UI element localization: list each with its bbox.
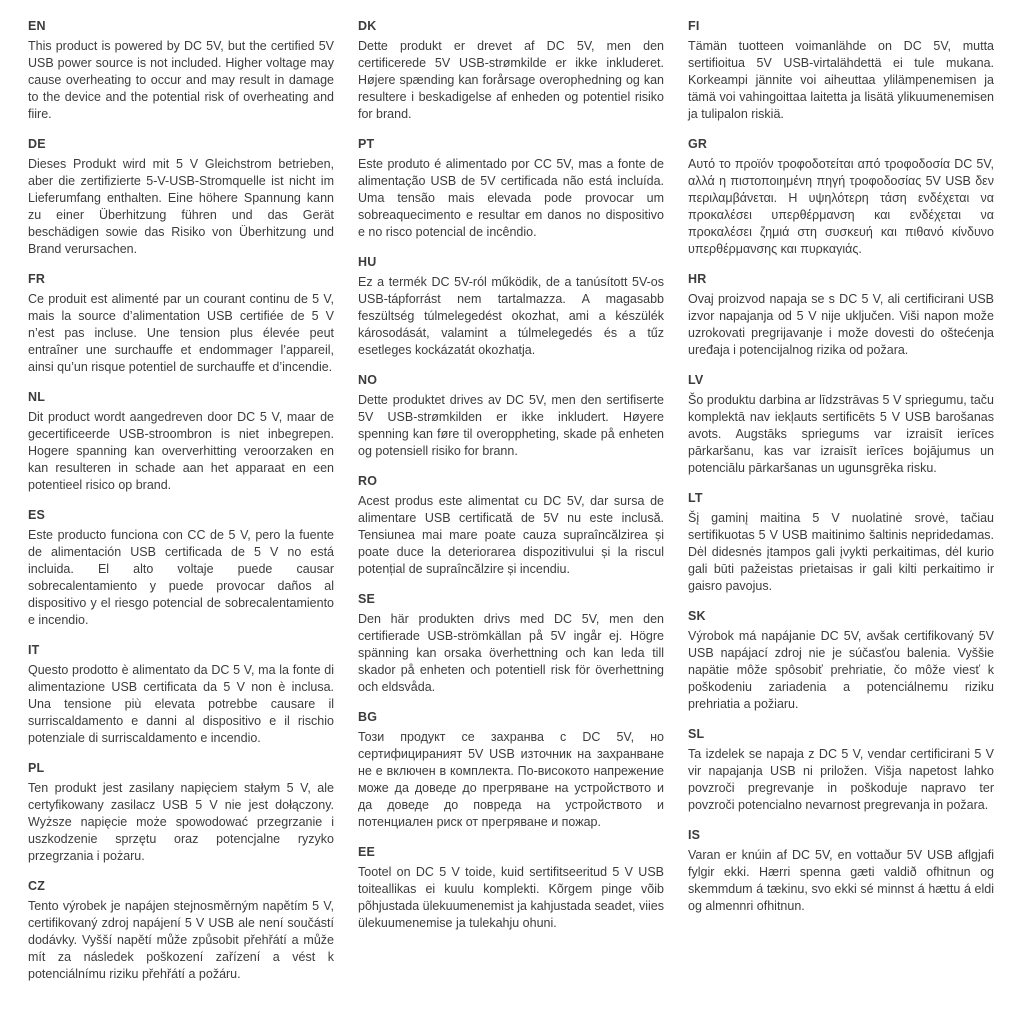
lang-text: Ten produkt jest zasilany napięciem stałym 5 V, ale certyfikowany zasilacz USB 5 V nie jest dołączony. Wyższe napięcie może spowodować przegrzanie i uszkodzenie sprzętu oraz potencjalne ryzyko przegrzania i pożaru.	[28, 781, 334, 863]
lang-text: This product is powered by DC 5V, but the certified 5V USB power source is not included. Higher voltage may cause overheating to occur and may result in damage to the device and the potential risk of overheating and fiire.	[28, 39, 334, 121]
lang-text: Dit product wordt aangedreven door DC 5 V, maar de gecertificeerde USB-stroombron is niet inbegrepen. Hogere spanning kan oververhitting veroorzaken en kan resulteren in schade aan het apparaat en een potentieel risico op brand.	[28, 410, 334, 492]
lang-text: Dieses Produkt wird mit 5 V Gleichstrom betrieben, aber die zertifizierte 5-V-USB-Stromquelle ist nicht im Lieferumfang enthalten. Eine höhere Spannung kann zu einer Überhitzung führen und das Gerät beschädigen sowie das Risiko von Überhitzung und Brand verursachen.	[28, 157, 334, 256]
section-dk	[358, 18, 664, 123]
section-lv	[688, 372, 994, 477]
lang-text: Tento výrobek je napájen stejnosměrným napětím 5 V, certifikovaný zdroj napájení 5 V USB ale není součástí dodávky. Vyšší napětí může způsobit přehřátí a může mít za následek poškození zařízení a vést k potenciálnímu riziku přehřátí a požáru.	[28, 899, 334, 981]
lang-code: IT	[28, 643, 40, 657]
section-es	[28, 507, 334, 629]
column-1	[28, 18, 334, 996]
lang-code: SK	[688, 609, 706, 623]
lang-code: HU	[358, 255, 377, 269]
section-fi	[688, 18, 994, 123]
lang-text: Tämän tuotteen voimanlähde on DC 5V, mutta sertifioitua 5V USB-virtalähdettä ei tule mukana. Korkeampi jännite voi aiheuttaa ylilämpenemisen ja tämä voi vahingoittaa laitetta ja lisätä ylikuumenemisen ja tulipalon riskiä.	[688, 39, 994, 121]
lang-code: LV	[688, 373, 704, 387]
lang-code: ES	[28, 508, 46, 522]
lang-text: Ta izdelek se napaja z DC 5 V, vendar certificirani 5 V vir napajanja USB ni priložen. Višja napetost lahko povzroči pregrevanje in poškoduje napravo ter povzroči potencialno nevarnost pregrevanja in požara.	[688, 747, 994, 812]
lang-text: Ez a termék DC 5V-ról működik, de a tanúsított 5V-os USB-tápforrást nem tartalmazza. A magasabb feszültség túlmelegedést okozhat, ami a készülék károsodását, valamint a túlmelegedés és a tűz esetleges kockázatát okozhatja.	[358, 275, 664, 357]
section-sk	[688, 608, 994, 713]
section-bg	[358, 709, 664, 831]
section-en	[28, 18, 334, 123]
section-ro	[358, 473, 664, 578]
section-fr	[28, 271, 334, 376]
section-it	[28, 642, 334, 747]
section-gr	[688, 136, 994, 258]
section-hu	[358, 254, 664, 359]
lang-text: Ce produit est alimenté par un courant continu de 5 V, mais la source d’alimentation USB certifiée de 5 V n’est pas incluse. Une tension plus élevée peut entraîner une surchauffe et endommager l’appareil, ainsi qu’un risque potentiel de surchauffe et d’incendie.	[28, 292, 334, 374]
lang-text: Varan er knúin af DC 5V, en vottaður 5V USB aflgjafi fylgir ekki. Hærri spenna gæti valdið ofhitnun og skemmdum á tækinu, svo ekki sé minnst á hættu á eldi og almennri ofhitnun.	[688, 848, 994, 913]
lang-text: Dette produkt er drevet af DC 5V, men den certificerede 5V USB-strømkilde er ikke inkluderet. Højere spænding kan forårsage overophedning og kan resultere i beskadigelse af enheden og potentiel risiko for brand.	[358, 39, 664, 121]
lang-text: Este producto funciona con CC de 5 V, pero la fuente de alimentación USB certificada de 5 V no está incluida. El alto voltaje puede causar sobrecalentamiento y puede provocar daños al dispositivo y el riesgo potencial de sobrecalentamiento e incendio.	[28, 528, 334, 627]
lang-code: DK	[358, 19, 377, 33]
section-cz	[28, 878, 334, 983]
section-lt	[688, 490, 994, 595]
lang-text: Este produto é alimentado por CC 5V, mas a fonte de alimentação USB de 5V certificada não está incluída. Uma tensão mais elevada pode provocar um sobreaquecimento e resultar em danos no dispositivo e no risco potencial de incêndio.	[358, 157, 664, 239]
section-hr	[688, 271, 994, 359]
section-pt	[358, 136, 664, 241]
lang-code: DE	[28, 137, 46, 151]
lang-code: RO	[358, 474, 378, 488]
lang-text: Dette produktet drives av DC 5V, men den sertifiserte 5V USB-strømkilden er ikke inkludert. Høyere spenning kan føre til overoppheting, skade på enheten og potensiell risiko for brann.	[358, 393, 664, 458]
lang-code: PL	[28, 761, 45, 775]
section-nl	[28, 389, 334, 494]
lang-text: Šį gaminį maitina 5 V nuolatinė srovė, tačiau sertifikuotas 5 V USB maitinimo šaltinis nepridedamas. Dėl didesnės įtampos gali įvykti perkaitimas, dėl kurio gali būti pažeistas prietaisas ir gali kilti perkaitimo ir gaisro pavojus.	[688, 511, 994, 593]
lang-code: SL	[688, 727, 705, 741]
lang-text: Αυτό το προϊόν τροφοδοτείται από τροφοδοσία DC 5V, αλλά η πιστοποιημένη πηγή τροφοδοσίας 5V USB δεν περιλαμβάνεται. Η υψηλότερη τάση ενδέχεται να προκαλέσει υπερθέρμανση και ενδέχεται να προκαλέσει ζημιά στη συσκευή και πιθανό κίνδυνο υπερθέρμανσης και πυρκαγιάς.	[688, 157, 994, 256]
column-3	[688, 18, 994, 996]
lang-code: CZ	[28, 879, 46, 893]
section-pl	[28, 760, 334, 865]
section-de	[28, 136, 334, 258]
lang-code: GR	[688, 137, 708, 151]
section-se	[358, 591, 664, 696]
lang-text: Šo produktu darbina ar līdzstrāvas 5 V spriegumu, taču komplektā nav iekļauts sertificēts 5 V USB barošanas avots. Augstāks spriegums var izraisīt ierīces pārkaršanu, kas var izraisīt ierīces bojājumus un potenciālu pārkaršanas un ugunsgrēka risku.	[688, 393, 994, 475]
lang-code: NL	[28, 390, 46, 404]
lang-code: EE	[358, 845, 376, 859]
lang-text: Questo prodotto è alimentato da DC 5 V, ma la fonte di alimentazione USB certificata da 5 V non è inclusa. Una tensione più elevata potrebbe causare il surriscaldamento e danni al dispositivo e il rischio potenziale di surriscaldamento e incendio.	[28, 663, 334, 745]
lang-code: HR	[688, 272, 707, 286]
section-is	[688, 827, 994, 915]
lang-code: FI	[688, 19, 700, 33]
section-sl	[688, 726, 994, 814]
lang-code: BG	[358, 710, 378, 724]
section-no	[358, 372, 664, 460]
section-ee	[358, 844, 664, 932]
lang-text: Výrobok má napájanie DC 5V, avšak certifikovaný 5V USB napájací zdroj nie je súčasťou balenia. Vyššie napätie môže spôsobiť prehriatie, čo môže viesť k poškodeniu zariadenia a potenciálnemu riziku prehriatia a požiaru.	[688, 629, 994, 711]
column-2	[358, 18, 664, 996]
lang-text: Този продукт се захранва с DC 5V, но сертифицираният 5V USB източник на захранване не е включен в комплекта. По-високото напрежение може да доведе до прегряване на устройството и да доведе до повреда на устройството и потенциален риск от прегряване и пожар.	[358, 730, 664, 829]
lang-code: NO	[358, 373, 378, 387]
lang-text: Tootel on DC 5 V toide, kuid sertifitseeritud 5 V USB toiteallikas ei kuulu komplekti. Kõrgem pinge võib põhjustada ülekuumenemist ja kahjustada seadet, viies ülekuumenemise ja tulekahju ohuni.	[358, 865, 664, 930]
lang-code: LT	[688, 491, 703, 505]
lang-code: EN	[28, 19, 46, 33]
lang-code: SE	[358, 592, 376, 606]
lang-text: Den här produkten drivs med DC 5V, men den certifierade USB-strömkällan på 5V ingår ej. Högre spänning kan orsaka överhettning och kan leda till skador på enheten och potentiell risk för överhettning och eldsvåda.	[358, 612, 664, 694]
lang-code: FR	[28, 272, 46, 286]
lang-text: Ovaj proizvod napaja se s DC 5 V, ali certificirani USB izvor napajanja od 5 V nije uključen. Viši napon može uzrokovati pregrijavanje i može dovesti do oštećenja uređaja i potencijalnog rizika od požara.	[688, 292, 994, 357]
lang-code: PT	[358, 137, 375, 151]
lang-text: Acest produs este alimentat cu DC 5V, dar sursa de alimentare USB certificată de 5V nu este inclusă. Tensiunea mai mare poate cauza supraîncălzirea și poate duce la deteriorarea dispozitivului și la riscul potențial de supraîncălzire și incendiu.	[358, 494, 664, 576]
lang-code: IS	[688, 828, 701, 842]
